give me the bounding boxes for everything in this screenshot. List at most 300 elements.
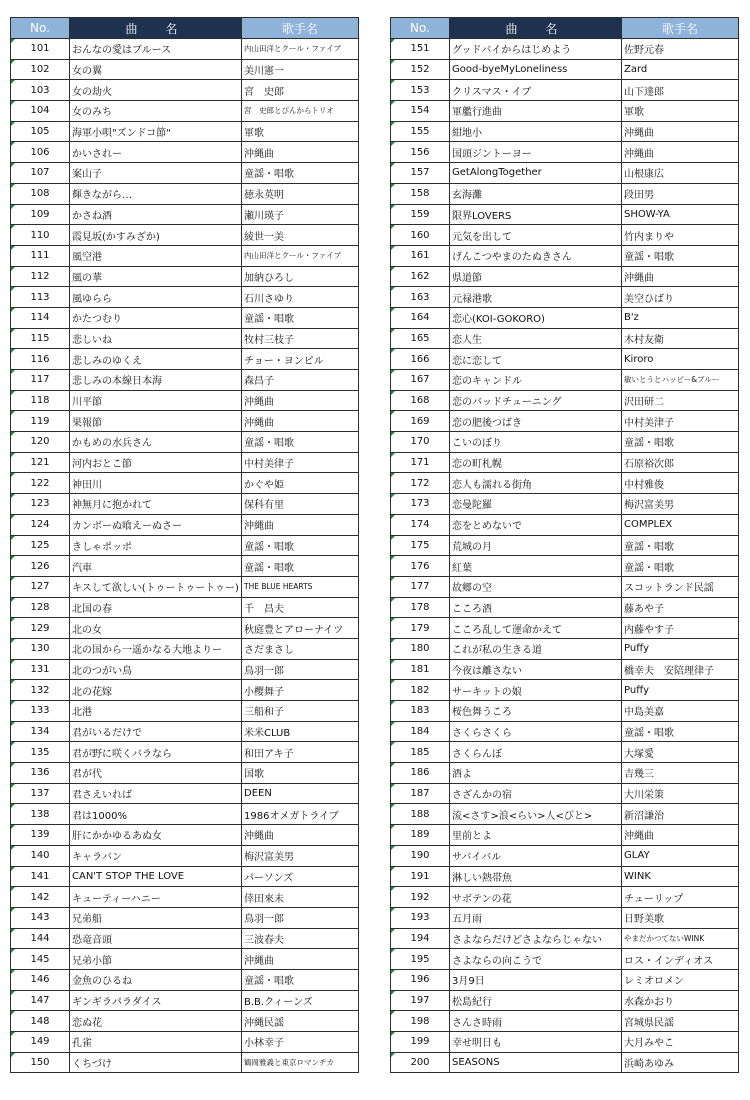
song-title: 霞見坂(かすみざか): [70, 225, 242, 246]
row-number: 196: [391, 969, 450, 990]
artist-name: 木村友衛: [622, 328, 739, 349]
table-row: [11, 473, 359, 494]
artist-name: 日野美歌: [622, 907, 739, 928]
song-title: 恋のバッドチューニング: [450, 390, 622, 411]
table-row: [391, 576, 739, 597]
artist-name: 敏いとうとハッピー&ブルー: [622, 370, 739, 391]
song-title: 君がいるだけで: [70, 721, 242, 742]
row-number: 176: [391, 556, 450, 577]
artist-name: 千 昌夫: [242, 597, 359, 618]
table-row: [11, 225, 359, 246]
artist-name: 橋幸夫 安陪理律子: [622, 659, 739, 680]
row-number: 190: [391, 845, 450, 866]
row-number: 131: [11, 659, 70, 680]
row-number: 166: [391, 349, 450, 370]
song-title: 淋しい熱帯魚: [450, 866, 622, 887]
artist-name: THE BLUE HEARTS: [242, 576, 359, 597]
table-row: [391, 390, 739, 411]
row-number: 165: [391, 328, 450, 349]
song-title: 恋に恋して: [450, 349, 622, 370]
table-row: [11, 928, 359, 949]
table-row: [391, 349, 739, 370]
song-title: かたつむり: [70, 307, 242, 328]
artist-name: 童謡・唱歌: [242, 969, 359, 990]
song-title: 風ゆらら: [70, 287, 242, 308]
row-number: 138: [11, 804, 70, 825]
song-title: 国頭ジントーヨー: [450, 142, 622, 163]
row-number: 169: [391, 411, 450, 432]
song-title: 紅葉: [450, 556, 622, 577]
table-row: [11, 866, 359, 887]
row-number: 103: [11, 80, 70, 101]
artist-name: 中村雅俊: [622, 473, 739, 494]
song-title: さよならの向こうで: [450, 949, 622, 970]
table-row: [11, 494, 359, 515]
table-row: [391, 907, 739, 928]
row-number: 149: [11, 1032, 70, 1053]
song-title: 北港: [70, 701, 242, 722]
artist-name: DEEN: [242, 783, 359, 804]
artist-name: 米米CLUB: [242, 721, 359, 742]
song-title: Good-byeMyLoneliness: [450, 59, 622, 80]
song-title: 風空港: [70, 245, 242, 266]
row-number: 139: [11, 825, 70, 846]
song-title: 恋の町札幌: [450, 452, 622, 473]
artist-name: 保科有里: [242, 494, 359, 515]
song-title: 恋人も濡れる街角: [450, 473, 622, 494]
song-title: 川平節: [70, 390, 242, 411]
table-row: [11, 680, 359, 701]
row-number: 114: [11, 307, 70, 328]
table-row: [11, 142, 359, 163]
song-title: キャラバン: [70, 845, 242, 866]
artist-name: 沖縄曲: [242, 949, 359, 970]
table-row: [391, 804, 739, 825]
artist-name: SHOW-YA: [622, 204, 739, 225]
table-row: [391, 597, 739, 618]
row-number: 200: [391, 1052, 450, 1073]
table-row: [11, 80, 359, 101]
row-number: 106: [11, 142, 70, 163]
song-title: 酒よ: [450, 763, 622, 784]
artist-name: 森昌子: [242, 370, 359, 391]
row-number: 118: [11, 390, 70, 411]
song-title: げんこつやまのたぬきさん: [450, 245, 622, 266]
song-title: かもめの水兵さん: [70, 432, 242, 453]
table-row: [391, 39, 739, 60]
table-row: [391, 721, 739, 742]
row-number: 185: [391, 742, 450, 763]
song-title: 女の翼: [70, 59, 242, 80]
row-number: 121: [11, 452, 70, 473]
table-row: [11, 618, 359, 639]
artist-name: 梅沢富美男: [242, 845, 359, 866]
song-title: 元禄港歌: [450, 287, 622, 308]
table-row: [391, 80, 739, 101]
row-number: 172: [391, 473, 450, 494]
song-title: 悲しいね: [70, 328, 242, 349]
song-title: 肝にかかゆるあぬ女: [70, 825, 242, 846]
table-row: [391, 783, 739, 804]
table-row: [391, 287, 739, 308]
song-title: SEASONS: [450, 1052, 622, 1073]
artist-name: 沖縄曲: [242, 411, 359, 432]
table-row: [11, 556, 359, 577]
artist-name: 竹内まりや: [622, 225, 739, 246]
song-title: 神田川: [70, 473, 242, 494]
table-row: [391, 204, 739, 225]
table-row: [391, 328, 739, 349]
row-number: 186: [391, 763, 450, 784]
song-title: 元気を出して: [450, 225, 622, 246]
table-row: [11, 638, 359, 659]
artist-name: 瀬川瑛子: [242, 204, 359, 225]
row-number: 142: [11, 887, 70, 908]
song-title: サボテンの花: [450, 887, 622, 908]
artist-name: 沖縄曲: [622, 121, 739, 142]
table-row: [391, 969, 739, 990]
table-row: [391, 887, 739, 908]
artist-name: 内山田洋とクール・ファイブ: [242, 245, 359, 266]
row-number: 102: [11, 59, 70, 80]
row-number: 148: [11, 1011, 70, 1032]
song-title: 君さえいれば: [70, 783, 242, 804]
artist-name: スコットランド民謡: [622, 576, 739, 597]
header-row: [391, 18, 739, 39]
row-number: 164: [391, 307, 450, 328]
row-number: 156: [391, 142, 450, 163]
song-title: 兄弟小節: [70, 949, 242, 970]
artist-name: 宮城県民謡: [622, 1011, 739, 1032]
artist-name: 童謡・唱歌: [622, 721, 739, 742]
row-number: 137: [11, 783, 70, 804]
table-row: [391, 535, 739, 556]
row-number: 168: [391, 390, 450, 411]
row-number: 146: [11, 969, 70, 990]
table-row: [391, 101, 739, 122]
header-row: [11, 18, 359, 39]
row-number: 189: [391, 825, 450, 846]
song-title: グッドバイからはじめよう: [450, 39, 622, 60]
row-number: 105: [11, 121, 70, 142]
table-row: [11, 349, 359, 370]
artist-name: 鳥羽一郎: [242, 907, 359, 928]
row-number: 191: [391, 866, 450, 887]
row-number: 128: [11, 597, 70, 618]
row-number: 135: [11, 742, 70, 763]
song-title: 北国の春: [70, 597, 242, 618]
table-row: [11, 969, 359, 990]
song-title: サーキットの娘: [450, 680, 622, 701]
song-title: 金魚のひるね: [70, 969, 242, 990]
artist-name: 童謡・唱歌: [622, 432, 739, 453]
artist-name: 沖縄曲: [242, 825, 359, 846]
row-number: 160: [391, 225, 450, 246]
song-title: ギンギラパラダイス: [70, 990, 242, 1011]
song-title: 風の華: [70, 266, 242, 287]
artist-name: 中村美律子: [242, 452, 359, 473]
artist-name: 軍歌: [622, 101, 739, 122]
song-title: さよならだけどさよならじゃない: [450, 928, 622, 949]
artist-name: 藤あや子: [622, 597, 739, 618]
table-row: [391, 514, 739, 535]
artist-name: 1986オメガトライブ: [242, 804, 359, 825]
table-row: [11, 763, 359, 784]
table-row: [11, 204, 359, 225]
row-number: 182: [391, 680, 450, 701]
song-title: 汽車: [70, 556, 242, 577]
row-number: 108: [11, 183, 70, 204]
song-title: 神無月に抱かれて: [70, 494, 242, 515]
artist-name: 佐野元春: [622, 39, 739, 60]
artist-name: さだまさし: [242, 638, 359, 659]
artist-name: 童謡・唱歌: [242, 432, 359, 453]
artist-name: 石川さゆり: [242, 287, 359, 308]
song-title: 恋ぬ花: [70, 1011, 242, 1032]
song-title: くちづけ: [70, 1052, 242, 1073]
row-number: 195: [391, 949, 450, 970]
song-title: 荒城の月: [450, 535, 622, 556]
table-row: [11, 183, 359, 204]
song-title: 孔雀: [70, 1032, 242, 1053]
table-row: [391, 1032, 739, 1053]
table-row: [11, 1032, 359, 1053]
song-title: 松島紀行: [450, 990, 622, 1011]
artist-name: 新沼謙治: [622, 804, 739, 825]
artist-name: Puffy: [622, 680, 739, 701]
table-row: [391, 949, 739, 970]
table-row: [391, 825, 739, 846]
artist-name: 綾世一美: [242, 225, 359, 246]
artist-name: B'z: [622, 307, 739, 328]
row-number: 197: [391, 990, 450, 1011]
song-title: クリスマス・イブ: [450, 80, 622, 101]
table-row: [11, 59, 359, 80]
table-row: [11, 452, 359, 473]
song-title: 3月9日: [450, 969, 622, 990]
artist-name: Zard: [622, 59, 739, 80]
header-artist: 歌手名: [242, 18, 359, 39]
song-title: CAN'T STOP THE LOVE: [70, 866, 242, 887]
table-row: [391, 163, 739, 184]
row-number: 153: [391, 80, 450, 101]
table-row: [11, 307, 359, 328]
table-row: [11, 825, 359, 846]
table-row: [391, 59, 739, 80]
row-number: 110: [11, 225, 70, 246]
artist-name: 鳥羽一郎: [242, 659, 359, 680]
artist-name: パーソンズ: [242, 866, 359, 887]
song-title: さんさ時雨: [450, 1011, 622, 1032]
row-number: 122: [11, 473, 70, 494]
artist-name: 和田アキ子: [242, 742, 359, 763]
row-number: 151: [391, 39, 450, 60]
table-row: [391, 452, 739, 473]
artist-name: 内藤やす子: [622, 618, 739, 639]
row-number: 140: [11, 845, 70, 866]
song-title: 輝きながら…: [70, 183, 242, 204]
artist-name: 梅沢富美男: [622, 494, 739, 515]
row-number: 143: [11, 907, 70, 928]
row-number: 193: [391, 907, 450, 928]
song-title: 兄弟船: [70, 907, 242, 928]
song-title: 恋の肥後つばき: [450, 411, 622, 432]
row-number: 188: [391, 804, 450, 825]
table-row: [11, 266, 359, 287]
artist-name: かぐや姫: [242, 473, 359, 494]
artist-name: 美川憲一: [242, 59, 359, 80]
table-row: [11, 887, 359, 908]
table-row: [11, 535, 359, 556]
row-number: 147: [11, 990, 70, 1011]
song-title: 悲しみのゆくえ: [70, 349, 242, 370]
artist-name: Kiroro: [622, 349, 739, 370]
song-title: サバイバル: [450, 845, 622, 866]
table-row: [391, 494, 739, 515]
row-number: 150: [11, 1052, 70, 1073]
row-number: 179: [391, 618, 450, 639]
row-number: 130: [11, 638, 70, 659]
song-title: キューティーハニー: [70, 887, 242, 908]
song-title: 果報節: [70, 411, 242, 432]
table-row: [391, 245, 739, 266]
song-title: きしゃポッポ: [70, 535, 242, 556]
row-number: 192: [391, 887, 450, 908]
table-row: [391, 618, 739, 639]
row-number: 177: [391, 576, 450, 597]
artist-name: 童謡・唱歌: [242, 307, 359, 328]
row-number: 119: [11, 411, 70, 432]
artist-name: 沖縄曲: [622, 825, 739, 846]
artist-name: 沖縄曲: [242, 390, 359, 411]
row-number: 104: [11, 101, 70, 122]
artist-name: 沖縄曲: [622, 142, 739, 163]
artist-name: 大月みやこ: [622, 1032, 739, 1053]
artist-name: 沖縄曲: [622, 266, 739, 287]
song-title: かさね酒: [70, 204, 242, 225]
table-row: [11, 1052, 359, 1073]
row-number: 141: [11, 866, 70, 887]
table-row: [391, 1011, 739, 1032]
artist-name: 浜崎あゆみ: [622, 1052, 739, 1073]
song-title: 恋心(KOI-GOKORO): [450, 307, 622, 328]
header-artist: 歌手名: [622, 18, 739, 39]
row-number: 167: [391, 370, 450, 391]
song-title: 案山子: [70, 163, 242, 184]
song-title: 桜色舞うころ: [450, 701, 622, 722]
table-row: [391, 411, 739, 432]
artist-name: 沖縄曲: [242, 142, 359, 163]
row-number: 157: [391, 163, 450, 184]
table-row: [391, 307, 739, 328]
table-row: [391, 680, 739, 701]
artist-name: 段田男: [622, 183, 739, 204]
song-title: さくらんぼ: [450, 742, 622, 763]
table-row: [11, 949, 359, 970]
row-number: 145: [11, 949, 70, 970]
song-title: 今夜は離さない: [450, 659, 622, 680]
row-number: 134: [11, 721, 70, 742]
artist-name: 童謡・唱歌: [622, 535, 739, 556]
song-title: 河内おとこ節: [70, 452, 242, 473]
row-number: 194: [391, 928, 450, 949]
song-title: 限界LOVERS: [450, 204, 622, 225]
artist-name: COMPLEX: [622, 514, 739, 535]
song-title: 恋をとめないで: [450, 514, 622, 535]
artist-name: 軍歌: [242, 121, 359, 142]
table-row: [11, 245, 359, 266]
table-row: [11, 659, 359, 680]
song-title: 北の花嫁: [70, 680, 242, 701]
header-song: 曲 名: [450, 18, 622, 39]
song-title: 幸せ明日も: [450, 1032, 622, 1053]
table-row: [11, 163, 359, 184]
artist-name: 小林幸子: [242, 1032, 359, 1053]
artist-name: 小樱舞子: [242, 680, 359, 701]
row-number: 173: [391, 494, 450, 515]
artist-name: 沖縄民謡: [242, 1011, 359, 1032]
table-row: [391, 763, 739, 784]
song-title: 君は1000%: [70, 804, 242, 825]
row-number: 183: [391, 701, 450, 722]
song-title: 里前とよ: [450, 825, 622, 846]
table-row: [391, 121, 739, 142]
artist-name: WINK: [622, 866, 739, 887]
table-row: [391, 990, 739, 1011]
artist-name: 童謡・唱歌: [242, 556, 359, 577]
row-number: 159: [391, 204, 450, 225]
table-row: [391, 556, 739, 577]
artist-name: やまだかつてないWINK: [622, 928, 739, 949]
song-title: さくらさくら: [450, 721, 622, 742]
artist-name: 中島美嘉: [622, 701, 739, 722]
row-number: 109: [11, 204, 70, 225]
table-row: [11, 701, 359, 722]
artist-name: 宮 史郎とぴんからトリオ: [242, 101, 359, 122]
table-row: [11, 121, 359, 142]
row-number: 198: [391, 1011, 450, 1032]
artist-name: 加納ひろし: [242, 266, 359, 287]
artist-name: チョー・ヨンピル: [242, 349, 359, 370]
song-title: 恐竜音頭: [70, 928, 242, 949]
row-number: 199: [391, 1032, 450, 1053]
artist-name: 沢田研二: [622, 390, 739, 411]
table-row: [11, 804, 359, 825]
table-row: [11, 328, 359, 349]
row-number: 117: [11, 370, 70, 391]
artist-name: 童謡・唱歌: [622, 556, 739, 577]
song-title: 恋曼陀羅: [450, 494, 622, 515]
row-number: 115: [11, 328, 70, 349]
row-number: 125: [11, 535, 70, 556]
song-title: 北の国から一遥かなる大地よりー: [70, 638, 242, 659]
row-number: 144: [11, 928, 70, 949]
artist-name: 中村美津子: [622, 411, 739, 432]
row-number: 155: [391, 121, 450, 142]
song-title: GetAlongTogether: [450, 163, 622, 184]
row-number: 171: [391, 452, 450, 473]
artist-name: 童謡・唱歌: [242, 163, 359, 184]
table-row: [391, 659, 739, 680]
song-title: これが私の生きる道: [450, 638, 622, 659]
song-table-left: [10, 17, 359, 1073]
artist-name: 徳永英明: [242, 183, 359, 204]
row-number: 180: [391, 638, 450, 659]
row-number: 111: [11, 245, 70, 266]
header-song: 曲 名: [70, 18, 242, 39]
table-row: [11, 370, 359, 391]
table-row: [391, 866, 739, 887]
